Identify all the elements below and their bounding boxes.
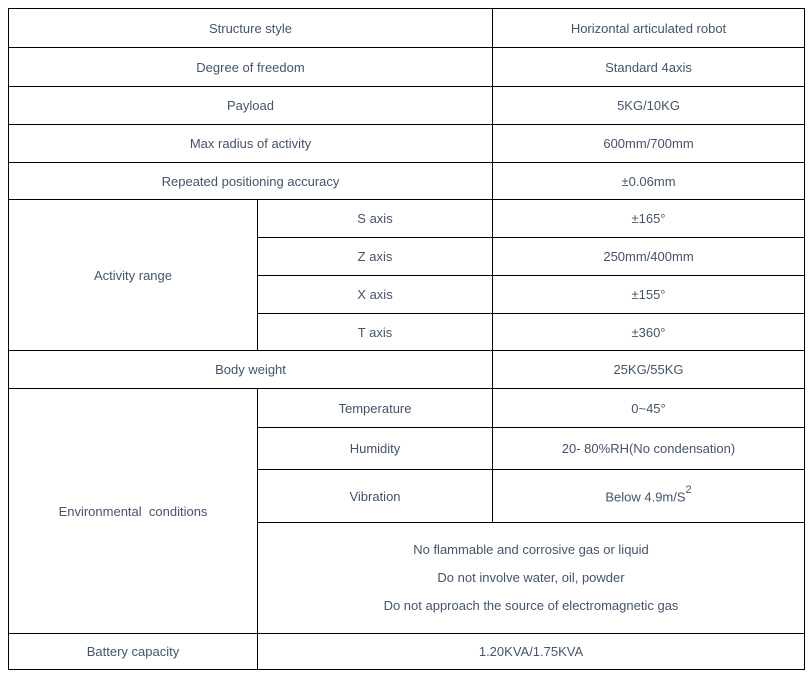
spec-label-temperature: Temperature	[258, 389, 493, 428]
environment-note-line-3: Do not approach the source of electromagnetic gas	[383, 598, 679, 613]
environment-notes-cell	[258, 523, 805, 634]
spec-label-vibration: Vibration	[258, 470, 493, 523]
spec-value-structure-style: Horizontal articulated robot	[493, 9, 805, 48]
spec-label-degree-of-freedom: Degree of freedom	[9, 48, 493, 87]
spec-label-x-axis: X axis	[258, 276, 493, 314]
spec-label-activity-range: Activity range	[9, 200, 258, 351]
spec-label-body-weight: Body weight	[9, 351, 493, 389]
spec-value-max-radius: 600mm/700mm	[493, 125, 805, 163]
spec-label-t-axis: T axis	[258, 314, 493, 351]
spec-value-t-axis: ±360°	[493, 314, 805, 351]
spec-value-repeat-accuracy: ±0.06mm	[493, 163, 805, 200]
spec-value-degree-of-freedom: Standard 4axis	[493, 48, 805, 87]
spec-label-z-axis: Z axis	[258, 238, 493, 276]
table-row	[9, 200, 805, 238]
spec-value-vibration	[493, 470, 805, 523]
robot-spec-table	[8, 8, 805, 670]
spec-label-battery-capacity: Battery capacity	[9, 634, 258, 670]
table-row	[9, 163, 805, 200]
spec-label-repeat-accuracy: Repeated positioning accuracy	[9, 163, 493, 200]
table-row	[9, 389, 805, 428]
spec-value-temperature: 0~45°	[493, 389, 805, 428]
spec-label-payload: Payload	[9, 87, 493, 125]
spec-label-environmental-conditions: Environmental conditions	[9, 389, 258, 634]
spec-value-z-axis: 250mm/400mm	[493, 238, 805, 276]
spec-value-x-axis: ±155°	[493, 276, 805, 314]
vibration-value-superscript: 2	[685, 484, 692, 497]
spec-label-s-axis: S axis	[258, 200, 493, 238]
spec-value-humidity: 20- 80%RH(No condensation)	[493, 428, 805, 470]
spec-value-s-axis: ±165°	[493, 200, 805, 238]
spec-value-body-weight: 25KG/55KG	[493, 351, 805, 389]
spec-label-structure-style: Structure style	[9, 9, 493, 48]
environment-note-line-1: No flammable and corrosive gas or liquid	[413, 542, 649, 557]
table-row	[9, 48, 805, 87]
table-row	[9, 125, 805, 163]
spec-table-container	[8, 8, 805, 670]
table-row	[9, 9, 805, 48]
vibration-value-base: Below 4.9m/S	[605, 489, 686, 505]
spec-value-battery-capacity: 1.20KVA/1.75KVA	[258, 634, 805, 670]
table-row	[9, 634, 805, 670]
spec-label-max-radius: Max radius of activity	[9, 125, 493, 163]
environment-note-line-2: Do not involve water, oil, powder	[437, 570, 625, 585]
table-row	[9, 87, 805, 125]
spec-label-humidity: Humidity	[258, 428, 493, 470]
spec-value-payload: 5KG/10KG	[493, 87, 805, 125]
table-row	[9, 351, 805, 389]
